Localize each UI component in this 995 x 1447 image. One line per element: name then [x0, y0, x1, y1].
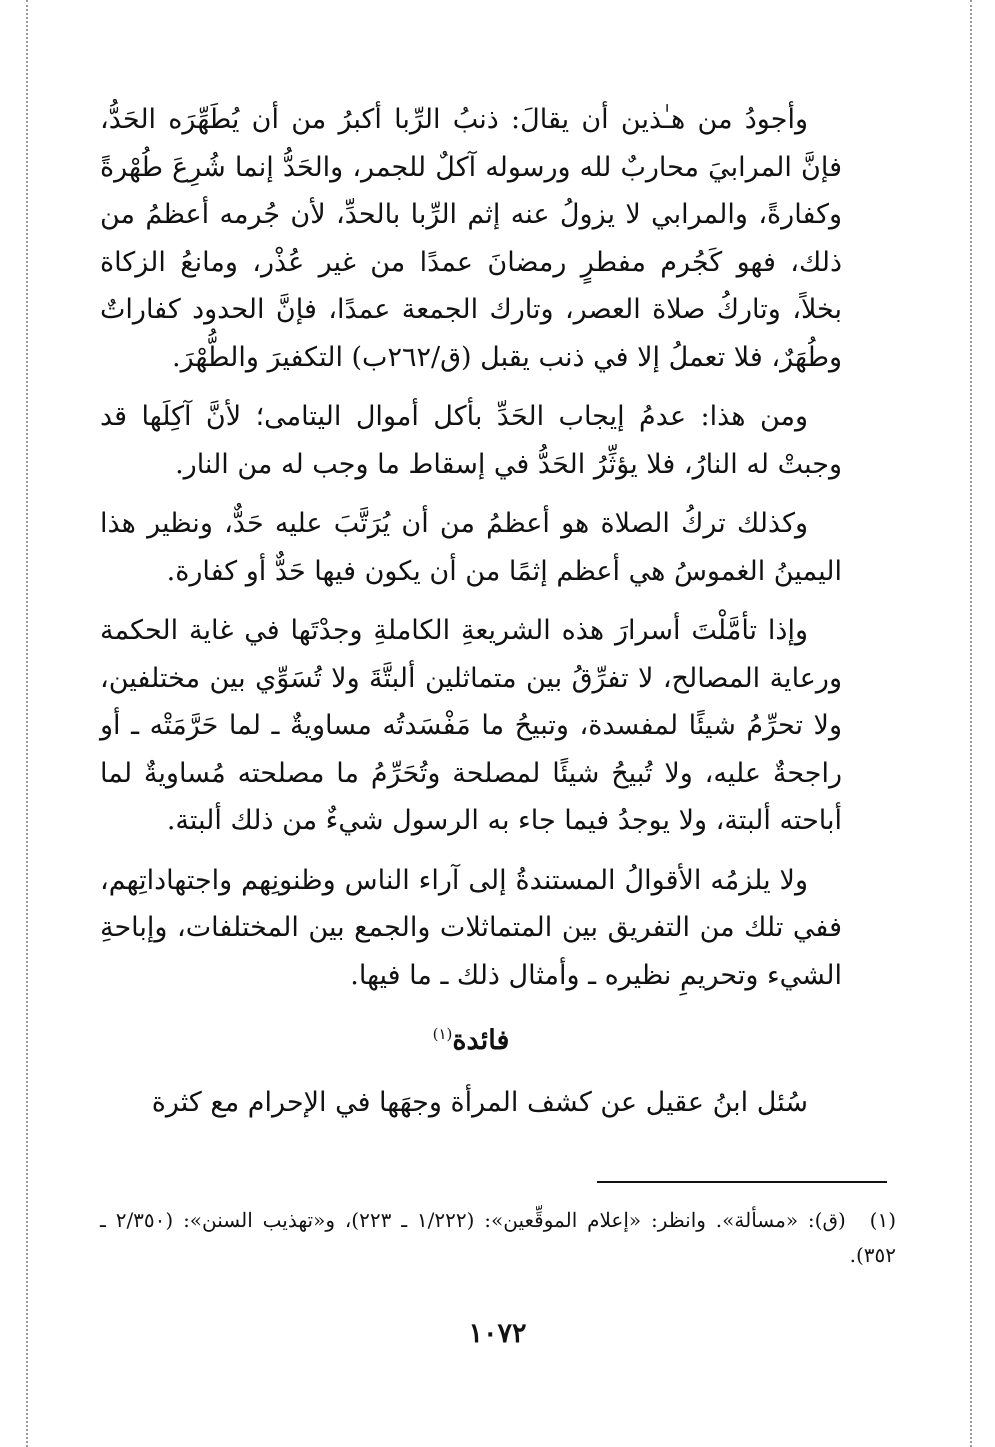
footnote-text: (ق): «مسألة». وانظر: «إعلام الموقِّعين»: (١/٢٢٢ ـ ٢٢٣)، و«تهذيب السنن»: (٢/٣٥٠ ـ ٣٥٢). [100, 1208, 896, 1267]
scan-edge-right [970, 0, 972, 1447]
main-text [100, 96, 842, 1138]
paragraph-3: وكذلك تركُ الصلاة هو أعظمُ من أن يُرَتَّبَ عليه حَدٌّ، ونظير هذا اليمينُ الغموسُ هي أعظم إثمًا من أن يكون فيها حَدٌّ أو كفارة. [100, 508, 842, 587]
paragraph-1: وأجودُ من هـٰذين أن يقالَ: ذنبُ الرِّبا أكبرُ من أن يُطَهِّرَه الحَدُّ، فإنَّ المرابيَ محاربٌ لله ورسوله آكلٌ للجمر، والحَدُّ إنما شُرِعَ طُهْرةً وكفارةً، والمرابي لا يزولُ عنه إثم الرِّبا بالحدِّ، لأن جُرمه أعظمُ من ذلك، فهو كَجُرم مفطرٍ رمضانَ عمدًا من غير عُذْر، ومانعُ الزكاة بخلاً، وتاركُ صلاة العصر، وتارك الجمعة عمدًا، فإنَّ الحدود كفاراتٌ وطُهَرٌ، فلا تعملُ إلا في ذنب يقبل (ق/٢٦٢ب) التكفيرَ والطُّهْرَ. [100, 104, 842, 373]
paragraph-5: ولا يلزمُه الأقوالُ المستندةُ إلى آراء الناس وظنونِهم واجتهاداتِهم، ففي تلك من التفريق بين المتماثلات والجمع بين المختلفات، وإباحةِ الشيء وتحريمِ نظيره ـ وأمثال ذلك ـ ما فيها. [100, 864, 842, 991]
scan-edge-left [26, 0, 28, 1447]
footnote-separator [597, 1181, 887, 1183]
section-heading [100, 1011, 842, 1065]
paragraph-2: ومن هذا: عدمُ إيجاب الحَدِّ بأكل أموال اليتامى؛ لأنَّ آكِلَها قد وجبتْ له النارُ، فلا يؤثِّرُ الحَدُّ في إسقاط ما وجب له من النار. [100, 401, 842, 480]
section-first-line: سُئل ابنُ عقيل عن كشف المرأة وجهَها في الإحرام مع كثرة [151, 1086, 808, 1118]
footnote-number: (١) [869, 1208, 896, 1232]
page-number: ١٠٧٢ [468, 1318, 527, 1349]
footnote-marker: (١) [432, 1025, 453, 1043]
paragraph-4: وإذا تأمَّلْتَ أسرارَ هذه الشريعةِ الكاملةِ وجدْتَها في غاية الحكمة ورعاية المصالح، لا تفرِّقُ بين متماثلين ألبتَّةَ ولا تُسَوِّي بين مختلفين، ولا تحرِّمُ شيئًا لمفسدة، وتبيحُ ما مَفْسَدتُه مساويةٌ ـ لما حَرَّمَتْه ـ أو راجحةٌ عليه، ولا تُبيحُ شيئًا لمصلحة وتُحَرِّمُ ما مصلحته مُساويةٌ لما أباحته ألبتة، ولا يوجدُ فيما جاء به الرسول شيءٌ من ذلك ألبتة. [100, 615, 842, 836]
section-title: فائدة [452, 1025, 510, 1056]
footnote [100, 1203, 896, 1273]
